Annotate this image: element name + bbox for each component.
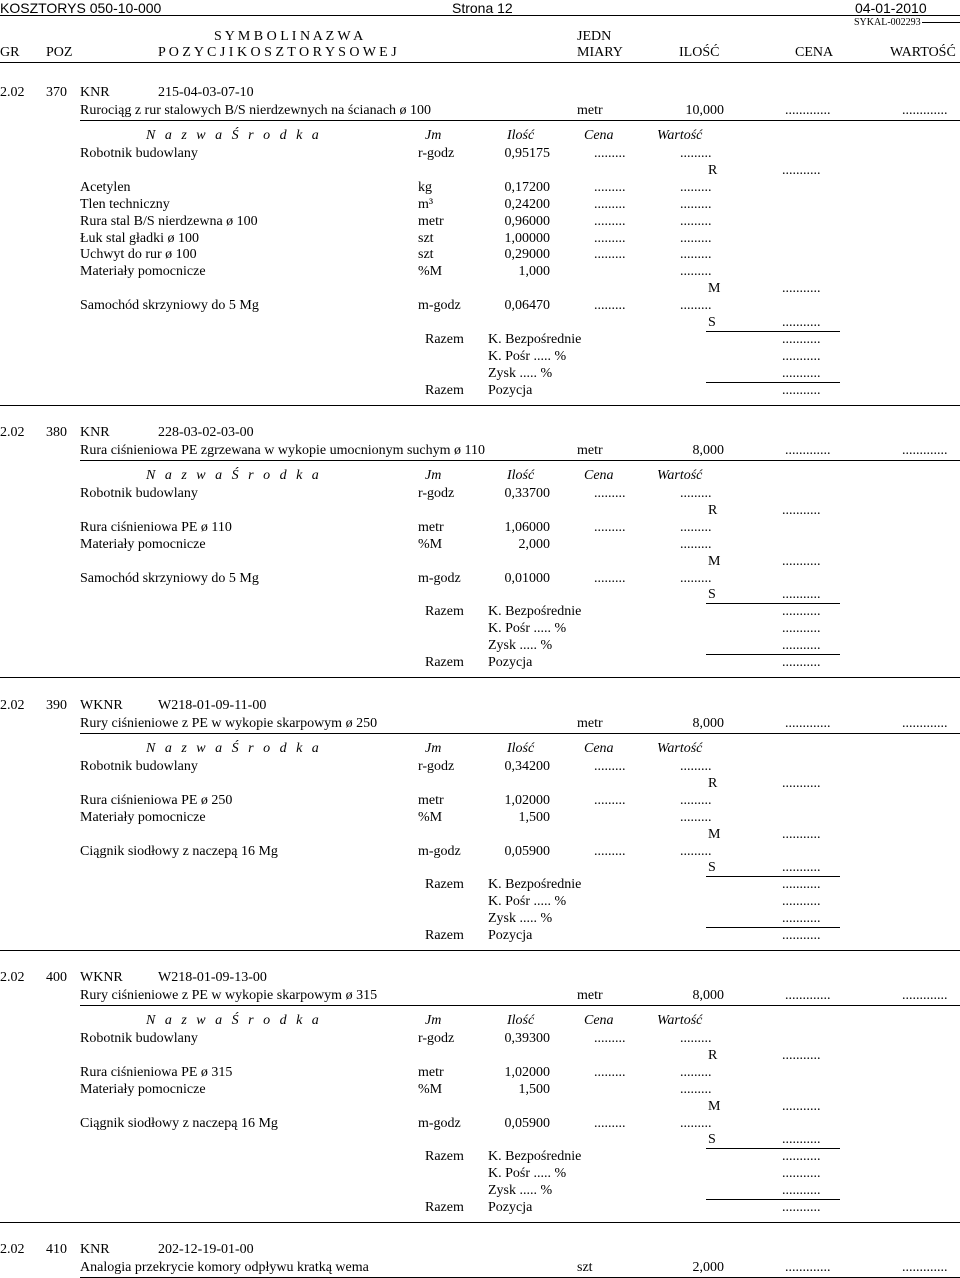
category-total-dots: ........... [782,315,821,330]
profit-label: Zysk ..... % [488,1183,553,1199]
item-position: 370 [46,85,67,100]
resource-price-dots: ......... [594,179,626,195]
col-gr: GR [0,45,20,60]
resource-value-dots: ......... [680,1081,712,1097]
resource-value-dots: ......... [680,196,712,212]
resource-unit: metr [418,519,444,535]
item-group: 2.02 [0,970,25,985]
resource-name-header: N a z w a Ś r o d k a [146,128,322,143]
resource-qty-header: Ilość [507,741,535,756]
resource-quantity: 0,24200 [504,196,550,212]
item-group: 2.02 [0,85,25,100]
resource-unit: %M [418,264,443,280]
resource-price-dots: ......... [594,230,626,246]
resource-quantity: 0,96000 [504,213,550,229]
position-total-label: Pozycja [488,655,533,670]
overhead-dots: ........... [782,621,821,637]
resource-price-dots: ......... [594,1115,626,1131]
resource-quantity: 0,05900 [504,1115,550,1131]
position-total-label: Pozycja [488,1200,533,1215]
resource-unit: szt [418,230,434,246]
position-total-razem: Razem [425,928,464,943]
symbol-name-label: S Y M B O L I N A Z W A [214,29,364,44]
resource-name: Robotnik budowlany [80,1031,198,1046]
direct-cost-label: K. Bezpośrednie [488,1149,582,1165]
category-total-label: M [708,826,721,842]
col-measure: MIARY [577,45,623,60]
position-total-dots: ........... [782,1200,821,1215]
overhead-dots: ........... [782,1166,821,1182]
category-total-label: M [708,281,721,297]
item-code: 215-04-03-07-10 [158,85,254,100]
item-norm: KNR [80,85,110,100]
item-unit: metr [577,443,603,458]
resource-quantity: 0,39300 [504,1031,550,1046]
resource-unit: m-godz [418,570,461,586]
resource-unit: %M [418,1081,443,1097]
item-position: 400 [46,970,67,985]
resource-name: Rura ciśnieniowa PE ø 110 [80,519,232,535]
resource-unit: metr [418,792,444,808]
category-total-dots: ........... [782,1098,821,1114]
position-total-razem: Razem [425,382,464,398]
resource-quantity: 2,000 [518,536,550,552]
resource-value-header: Wartość [657,741,703,756]
resource-value-dots: ......... [680,146,712,161]
item-unit: metr [577,988,603,1003]
direct-cost-razem: Razem [425,1149,464,1165]
category-total-dots: ........... [782,553,821,569]
resource-unit: szt [418,247,434,263]
item-value-dots: ............. [902,988,948,1003]
category-total-dots: ........... [782,587,821,603]
sykal-code: SYKAL-002293 [854,17,921,28]
resource-name: Samochód skrzyniowy do 5 Mg [80,570,259,586]
direct-cost-razem: Razem [425,331,464,347]
item-name: Rurociąg z rur stalowych B/S nierdzewnych na ścianach ø 100 [80,103,432,118]
category-total-label: S [708,860,716,876]
item-price-dots: ............. [785,1260,831,1275]
profit-label: Zysk ..... % [488,911,553,927]
resource-name: Tlen techniczny [80,196,170,212]
resource-quantity: 0,05900 [504,843,550,859]
resource-value-dots: ......... [680,298,712,314]
item-quantity: 8,000 [692,716,724,731]
item-norm: WKNR [80,970,123,985]
resource-name-header: N a z w a Ś r o d k a [146,1013,322,1028]
position-total-label: Pozycja [488,382,533,398]
position-total-razem: Razem [425,1200,464,1215]
item-name: Rura ciśnieniowa PE zgrzewana w wykopie umocnionym suchym ø 110 [80,443,486,458]
document-date: 04-01-2010 [855,0,927,16]
resource-value-dots: ......... [680,809,712,825]
resource-unit: %M [418,809,443,825]
profit-label: Zysk ..... % [488,365,553,381]
resource-price-dots: ......... [594,792,626,808]
item-name: Rury ciśnieniowe z PE w wykopie skarpowym ø 315 [80,988,378,1003]
item-name: Rury ciśnieniowe z PE w wykopie skarpowym ø 250 [80,716,378,731]
item-price-dots: ............. [785,988,831,1003]
item-value-dots: ............. [902,443,948,458]
resource-value-dots: ......... [680,213,712,229]
item-separator-rule [0,677,960,678]
resource-name: Samochód skrzyniowy do 5 Mg [80,298,259,314]
resource-name: Rura stal B/S nierdzewna ø 100 [80,213,258,229]
item-unit: metr [577,716,603,731]
position-total-label: Pozycja [488,928,533,943]
resource-unit-header: Jm [425,741,442,756]
category-total-dots: ........... [782,1047,821,1063]
resource-unit: m-godz [418,843,461,859]
resource-value-dots: ......... [680,264,712,280]
item-separator-rule [0,405,960,406]
resource-qty-header: Ilość [507,128,535,143]
col-value: WARTOŚĆ [890,45,956,60]
item-position: 410 [46,1242,67,1257]
resource-price-dots: ......... [594,247,626,263]
overhead-label: K. Pośr ..... % [488,621,567,637]
item-norm: KNR [80,425,110,440]
resource-unit-header: Jm [425,1013,442,1028]
resource-value-dots: ......... [680,179,712,195]
resource-unit: r-godz [418,759,455,774]
resource-unit-header: Jm [425,128,442,143]
category-total-label: R [708,162,718,178]
resource-quantity: 0,17200 [504,179,550,195]
position-total-razem: Razem [425,655,464,670]
resource-unit: r-godz [418,486,455,501]
overhead-label: K. Pośr ..... % [488,348,567,364]
resource-unit: r-godz [418,1031,455,1046]
direct-cost-label: K. Bezpośrednie [488,604,582,620]
item-quantity: 10,000 [685,103,724,118]
page-number: Strona 12 [452,0,513,16]
resource-price-dots: ......... [594,196,626,212]
profit-dots: ........... [782,911,821,927]
resource-price-dots: ......... [594,146,626,161]
resource-value-dots: ......... [680,792,712,808]
category-total-dots: ........... [782,162,821,178]
resource-name: Ciągnik siodłowy z naczepą 16 Mg [80,843,278,859]
item-group: 2.02 [0,425,25,440]
overhead-dots: ........... [782,348,821,364]
page-header [0,0,960,64]
item-separator-rule [0,1222,960,1223]
resource-value-dots: ......... [680,843,712,859]
resource-name-header: N a z w a Ś r o d k a [146,741,322,756]
profit-dots: ........... [782,1183,821,1199]
category-total-dots: ........... [782,860,821,876]
resource-quantity: 1,00000 [504,230,550,246]
item-name: Analogia przekrycie komory odpływu kratką wema [80,1260,369,1275]
item-name-rule [80,733,960,734]
direct-cost-dots: ........... [782,331,821,347]
category-total-label: S [708,315,716,330]
resource-quantity: 1,02000 [504,792,550,808]
resource-unit: r-godz [418,146,455,161]
resource-value-header: Wartość [657,1013,703,1028]
item-price-dots: ............. [785,443,831,458]
item-group: 2.02 [0,698,25,713]
direct-cost-label: K. Bezpośrednie [488,877,582,893]
category-total-dots: ........... [782,281,821,297]
resource-name: Materiały pomocnicze [80,264,206,280]
resource-name: Acetylen [80,179,131,195]
item-price-dots: ............. [785,716,831,731]
category-total-dots: ........... [782,775,821,791]
resource-name: Materiały pomocnicze [80,1081,206,1097]
resource-unit: metr [418,213,444,229]
item-value-dots: ............. [902,716,948,731]
resource-name: Robotnik budowlany [80,146,198,161]
item-name-rule [80,120,960,121]
resource-quantity: 0,34200 [504,759,550,774]
resource-price-dots: ......... [594,298,626,314]
resource-unit: %M [418,536,443,552]
item-quantity: 8,000 [692,443,724,458]
category-total-label: R [708,775,718,791]
item-value-dots: ............. [902,103,948,118]
resource-value-dots: ......... [680,1031,712,1046]
position-total-dots: ........... [782,928,821,943]
direct-cost-razem: Razem [425,604,464,620]
resource-name: Ciągnik siodłowy z naczepą 16 Mg [80,1115,278,1131]
item-unit: szt [577,1260,593,1275]
resource-name: Rura ciśnieniowa PE ø 250 [80,792,233,808]
resource-value-dots: ......... [680,759,712,774]
category-total-label: R [708,1047,718,1063]
category-total-label: M [708,1098,721,1114]
resource-price-dots: ......... [594,519,626,535]
resource-value-dots: ......... [680,1064,712,1080]
resource-unit: m³ [418,196,434,212]
item-norm: KNR [80,1242,110,1257]
resource-unit: m-godz [418,1115,461,1131]
resource-unit-header: Jm [425,468,442,483]
resource-price-dots: ......... [594,213,626,229]
category-total-dots: ........... [782,1132,821,1148]
direct-cost-dots: ........... [782,877,821,893]
resource-value-dots: ......... [680,247,712,263]
sykal-rule [922,22,960,23]
resource-name: Robotnik budowlany [80,759,198,774]
profit-label: Zysk ..... % [488,638,553,654]
resource-value-dots: ......... [680,519,712,535]
resource-quantity: 0,01000 [504,570,550,586]
item-name-rule [80,1005,960,1006]
position-total-dots: ........... [782,382,821,398]
col-price: CENA [795,45,834,60]
resource-price-header: Cena [584,741,614,756]
resource-price-dots: ......... [594,486,626,501]
resource-name: Łuk stal gładki ø 100 [80,230,199,246]
category-total-dots: ........... [782,502,821,518]
resource-quantity: 0,33700 [504,486,550,501]
item-code: 228-03-02-03-00 [158,425,254,440]
item-norm: WKNR [80,698,123,713]
category-total-label: M [708,553,721,569]
item-name-rule [80,460,960,461]
resource-price-header: Cena [584,128,614,143]
direct-cost-label: K. Bezpośrednie [488,331,582,347]
col-poz: POZ [46,45,73,60]
resource-quantity: 0,29000 [504,247,550,263]
resource-unit: kg [418,179,432,195]
item-code: W218-01-09-11-00 [158,698,267,713]
resource-name: Robotnik budowlany [80,486,198,501]
header-rule-bottom [0,62,960,63]
resource-value-dots: ......... [680,536,712,552]
resource-name: Rura ciśnieniowa PE ø 315 [80,1064,233,1080]
resource-quantity: 1,000 [518,264,550,280]
item-position: 390 [46,698,67,713]
resource-price-dots: ......... [594,843,626,859]
resource-qty-header: Ilość [507,1013,535,1028]
resource-price-dots: ......... [594,759,626,774]
resource-value-header: Wartość [657,128,703,143]
item-code: 202-12-19-01-00 [158,1242,254,1257]
resource-value-dots: ......... [680,486,712,501]
resource-quantity: 1,02000 [504,1064,550,1080]
resource-price-header: Cena [584,1013,614,1028]
item-quantity: 8,000 [692,988,724,1003]
resource-unit: m-godz [418,298,461,314]
item-separator-rule [0,950,960,951]
item-quantity: 2,000 [692,1260,724,1275]
overhead-dots: ........... [782,894,821,910]
resource-quantity: 0,95175 [504,146,550,161]
resource-price-dots: ......... [594,1064,626,1080]
resource-value-dots: ......... [680,1115,712,1131]
resource-price-header: Cena [584,468,614,483]
category-total-label: S [708,1132,716,1148]
col-position: P O Z Y C J I K O S Z T O R Y S O W E J [158,45,397,60]
resource-quantity: 1,500 [518,1081,550,1097]
document-code: KOSZTORYS 050-10-000 [0,0,162,16]
resource-value-dots: ......... [680,230,712,246]
item-unit: metr [577,103,603,118]
direct-cost-dots: ........... [782,1149,821,1165]
resource-price-dots: ......... [594,1031,626,1046]
col-quantity: ILOŚĆ [679,45,720,60]
overhead-label: K. Pośr ..... % [488,1166,567,1182]
resource-value-header: Wartość [657,468,703,483]
unit-header-top: JEDN [577,29,612,44]
resource-name: Materiały pomocnicze [80,536,206,552]
resource-price-dots: ......... [594,570,626,586]
category-total-label: R [708,502,718,518]
profit-dots: ........... [782,365,821,381]
resource-value-dots: ......... [680,570,712,586]
item-position: 380 [46,425,67,440]
item-code: W218-01-09-13-00 [158,970,267,985]
resource-quantity: 1,500 [518,809,550,825]
item-group: 2.02 [0,1242,25,1257]
position-total-dots: ........... [782,655,821,670]
item-price-dots: ............. [785,103,831,118]
resource-quantity: 0,06470 [504,298,550,314]
resource-name-header: N a z w a Ś r o d k a [146,468,322,483]
category-total-label: S [708,587,716,603]
resource-name: Uchwyt do rur ø 100 [80,247,197,263]
overhead-label: K. Pośr ..... % [488,894,567,910]
resource-quantity: 1,06000 [504,519,550,535]
resource-qty-header: Ilość [507,468,535,483]
resource-unit: metr [418,1064,444,1080]
profit-dots: ........... [782,638,821,654]
direct-cost-razem: Razem [425,877,464,893]
resource-name: Materiały pomocnicze [80,809,206,825]
direct-cost-dots: ........... [782,604,821,620]
header-rule-top [0,15,960,16]
category-total-dots: ........... [782,826,821,842]
item-value-dots: ............. [902,1260,948,1275]
